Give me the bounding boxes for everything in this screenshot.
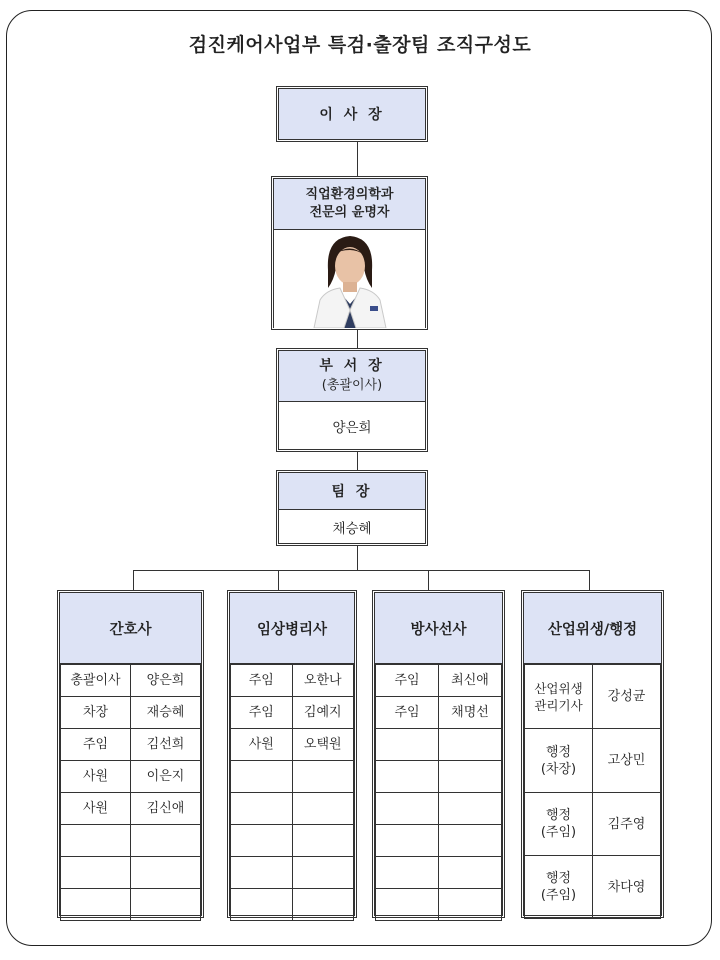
team-radiology-label: 방사선사 [375, 593, 502, 664]
table-row [231, 761, 354, 793]
name-cell [131, 825, 201, 857]
connector-line [357, 452, 358, 470]
specialist-dept: 직업환경의학과 [305, 187, 394, 202]
team-radiology-table [375, 664, 502, 921]
name-cell: 이은지 [131, 761, 201, 793]
table-row [231, 857, 354, 889]
team-nurse [57, 590, 204, 918]
role-cell [231, 857, 293, 889]
role-cell: 사원 [231, 729, 293, 761]
table-row [376, 825, 502, 857]
role-cell [231, 793, 293, 825]
name-cell: 양은희 [131, 665, 201, 697]
name-cell [439, 761, 502, 793]
table-row [376, 729, 502, 761]
name-cell: 고상민 [593, 729, 661, 793]
role-cell: 주임 [61, 729, 131, 761]
table-row [231, 665, 354, 697]
role-cell [376, 825, 439, 857]
role-cell: 총괄이사 [61, 665, 131, 697]
chart-title: 검진케어사업부 특검·출장팀 조직구성도 [188, 34, 532, 56]
director-box [276, 86, 428, 142]
dept-head-box [276, 348, 428, 452]
role-cell: 사원 [61, 761, 131, 793]
name-cell [131, 857, 201, 889]
name-cell: 강성균 [593, 665, 661, 729]
role-cell: 행정 (차장) [525, 729, 593, 793]
table-row [376, 889, 502, 921]
table-row [376, 665, 502, 697]
team-lead-box [276, 470, 428, 546]
specialist-photo [274, 229, 425, 328]
specialist-header [274, 179, 425, 229]
team-nurse-label: 간호사 [60, 593, 201, 664]
name-cell [439, 857, 502, 889]
table-row [231, 889, 354, 921]
role-cell [231, 889, 293, 921]
role-cell [376, 761, 439, 793]
table-row [61, 889, 201, 921]
table-row [61, 793, 201, 825]
portrait-image [274, 230, 425, 328]
role-cell [376, 857, 439, 889]
name-cell [439, 825, 502, 857]
table-row [525, 729, 661, 793]
name-cell [439, 793, 502, 825]
name-cell [439, 889, 502, 921]
role-cell [231, 825, 293, 857]
role-cell [376, 729, 439, 761]
table-row [61, 857, 201, 889]
table-row [61, 729, 201, 761]
name-cell: 김선희 [131, 729, 201, 761]
team-industrial-admin [521, 590, 664, 918]
table-row [61, 697, 201, 729]
role-cell: 행정 (주임) [525, 856, 593, 919]
table-row [525, 665, 661, 729]
role-cell: 사원 [61, 793, 131, 825]
role-cell: 산업위생 관리기사 [525, 665, 593, 729]
name-cell [292, 825, 354, 857]
role-cell: 차장 [61, 697, 131, 729]
director-label: 이 사 장 [279, 89, 425, 139]
table-row [231, 825, 354, 857]
role-cell [231, 761, 293, 793]
name-cell: 김예지 [292, 697, 354, 729]
connector-line [357, 330, 358, 348]
team-clinical-lab-label: 임상병리사 [230, 593, 354, 664]
role-cell: 주임 [376, 665, 439, 697]
role-cell: 주임 [376, 697, 439, 729]
table-row [525, 856, 661, 919]
connector-line [589, 570, 590, 590]
table-row [61, 761, 201, 793]
connector-line [133, 570, 134, 590]
name-cell: 채명선 [439, 697, 502, 729]
specialist-box [271, 176, 428, 330]
table-row [525, 793, 661, 856]
table-row [376, 793, 502, 825]
team-clinical-lab-table [230, 664, 354, 921]
team-nurse-table [60, 664, 201, 921]
role-cell [376, 793, 439, 825]
table-row [231, 793, 354, 825]
table-row [376, 761, 502, 793]
name-cell [292, 761, 354, 793]
table-row [231, 697, 354, 729]
table-row [231, 729, 354, 761]
role-cell [61, 825, 131, 857]
connector-line [278, 570, 279, 590]
table-row [376, 857, 502, 889]
role-cell [61, 857, 131, 889]
team-radiology [372, 590, 505, 918]
connector-line [357, 142, 358, 176]
name-cell: 오한나 [292, 665, 354, 697]
role-cell: 행정 (주임) [525, 793, 593, 856]
team-industrial-admin-table [524, 664, 661, 919]
team-lead-name: 채승혜 [279, 509, 425, 544]
connector-line [357, 546, 358, 570]
name-cell: 오택원 [292, 729, 354, 761]
dept-head-name: 양은희 [279, 401, 425, 450]
name-cell [131, 889, 201, 921]
role-cell [61, 889, 131, 921]
name-cell: 김신애 [131, 793, 201, 825]
dept-head-label: 부 서 장 [319, 358, 385, 374]
team-industrial-admin-label: 산업위생/행정 [524, 593, 661, 664]
team-clinical-lab [227, 590, 357, 918]
name-cell [439, 729, 502, 761]
connector-line [133, 570, 589, 571]
table-row [61, 825, 201, 857]
table-row [61, 665, 201, 697]
dept-head-sub: (총괄이사) [321, 378, 383, 393]
name-cell [292, 793, 354, 825]
name-cell [292, 889, 354, 921]
team-lead-label: 팀 장 [279, 473, 425, 509]
role-cell [376, 889, 439, 921]
name-cell: 재승혜 [131, 697, 201, 729]
name-cell: 김주영 [593, 793, 661, 856]
role-cell: 주임 [231, 697, 293, 729]
dept-head-header [279, 351, 425, 401]
name-cell [292, 857, 354, 889]
specialist-name: 전문의 윤명자 [309, 205, 390, 220]
role-cell: 주임 [231, 665, 293, 697]
connector-line [428, 570, 429, 590]
table-row [376, 697, 502, 729]
name-cell: 최신애 [439, 665, 502, 697]
name-cell: 차다영 [593, 856, 661, 919]
